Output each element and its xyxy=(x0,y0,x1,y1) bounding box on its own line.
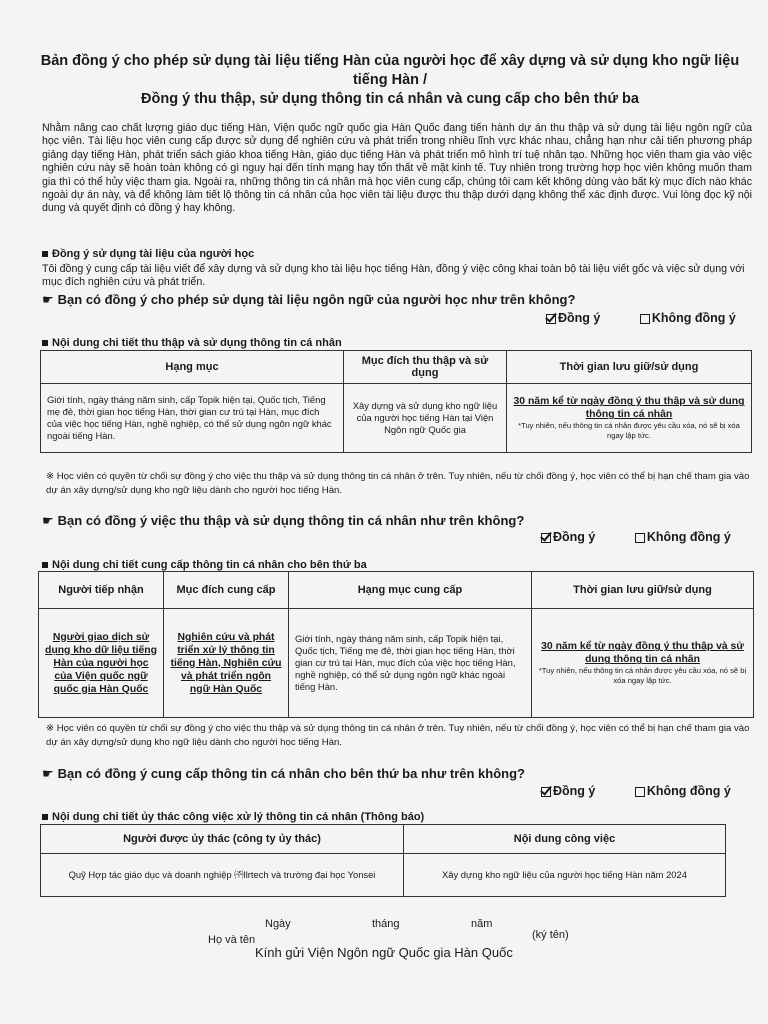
section1-disagree-option[interactable]: Không đồng ý xyxy=(640,311,736,325)
section1-question: ☛ Bạn có đồng ý cho phép sử dụng tài liệu ngôn ngữ của người học như trên không? xyxy=(42,292,576,307)
period-note: *Tuy nhiên, nếu thông tin cá nhân được yêu cầu xóa, nó sẽ bị xóa ngay lập tức. xyxy=(538,666,747,685)
title-line-2: Đồng ý thu thập, sử dụng thông tin cá nhân và cung cấp cho bên thứ ba xyxy=(141,91,639,107)
section3-question: ☛ Bạn có đồng ý cung cấp thông tin cá nhân cho bên thứ ba như trên không? xyxy=(42,766,525,781)
date-day-label: Ngày xyxy=(265,918,291,930)
intro-paragraph: Nhằm nâng cao chất lượng giáo dục tiếng Hàn, Viện quốc ngữ quốc gia Hàn Quốc đang tiến hành dự án thu thập và sử dụng tài liệu ngôn ngữ của học viên. Tài liệu học viên cung cấp được sử dụng để nghiên cứu và phát triển trong nhiều lĩnh vực khác nhau, chẳng hạn như cải tiến phương pháp giảng dạy tiếng Hàn, phát triển sách giáo khoa tiếng Hàn, giáo dục tiếng Hàn và phát triển mô hình trí tuệ nhân tạo. Những học viên tham gia vào việc nghiên cứu này sẽ hoàn toàn không có gì nguy hại đến tính mạng hay tổn thất về mặt kinh tế. Tuy nhiên trong trường hợp học viên không muốn tham gia thì có thể hủy việc tham gia. Ngoài ra, những thông tin cá nhân mà học viên cung cấp, chúng tôi cam kết không dùng vào bất kỳ mục đích nào khác ngoài dự án này, và để không làm tiết lộ thông tin cá nhân của học viên tài liệu được thu thập dưới dạng không thể xác định được. Vui lòng đọc kỹ nội dung và quyết định có đồng ý hay không. xyxy=(42,122,752,215)
header-work: Nội dung công việc xyxy=(404,825,726,854)
period-text: 30 năm kể từ ngày đồng ý thu thập và sử dụng thông tin cá nhân xyxy=(541,641,744,666)
cell-items: Giới tính, ngày tháng năm sinh, cấp Topik hiện tại, Quốc tịch, Tiếng mẹ đẻ, thời gian học tiếng Hàn, thời gian cư trú tại Hàn, mục đích của việc học tiếng Hàn, nghề nghiệp, có thể sử dụng ngôn ngữ khác ngoài tiếng Hàn. xyxy=(41,384,344,453)
section3-note: ※ Học viên có quyền từ chối sự đồng ý cho việc thu thập và sử dụng thông tin cá nhân ở trên. Tuy nhiên, nếu từ chối đồng ý, học viên có thể bị hạn chế tham gia vào dự án xây dựng/sử dụng kho ngữ liệu dành cho người học tiếng Hàn. xyxy=(46,723,750,748)
form-title xyxy=(40,52,740,109)
cell-period xyxy=(532,609,754,718)
entrustment-table xyxy=(40,824,726,897)
section1-heading: Đồng ý sử dụng tài liệu của người học xyxy=(42,248,254,260)
checkbox-icon[interactable] xyxy=(635,533,645,543)
title-line-1: Bản đồng ý cho phép sử dụng tài liệu tiếng Hàn của người học để xây dựng và sử dụng kho ngữ liệu tiếng Hàn / xyxy=(40,53,740,88)
section2-disagree-option[interactable]: Không đồng ý xyxy=(635,530,731,544)
checkbox-icon[interactable] xyxy=(635,787,645,797)
table-row xyxy=(41,384,752,453)
third-party-table xyxy=(38,571,754,718)
header-trustee: Người được ủy thác (công ty ủy thác) xyxy=(41,825,404,854)
section3-disagree-option[interactable]: Không đồng ý xyxy=(635,784,731,798)
section2-choices xyxy=(505,530,731,544)
signature-label: (ký tên) xyxy=(532,929,569,941)
checked-checkbox-icon[interactable] xyxy=(541,533,551,543)
period-note: *Tuy nhiên, nếu thông tin cá nhân được yêu cầu xóa, nó sẽ bị xóa ngay lập tức. xyxy=(518,421,740,440)
checkbox-icon[interactable] xyxy=(640,314,650,324)
bullet-square-icon xyxy=(42,814,48,820)
collection-table xyxy=(40,350,752,453)
cell-trustee: Quỹ Hợp tác giáo dục và doanh nghiệp ㈜llrtech và trường đại học Yonsei xyxy=(41,854,404,897)
section4-heading: Nội dung chi tiết ủy thác công việc xử lý thông tin cá nhân (Thông báo) xyxy=(42,811,424,823)
bullet-square-icon xyxy=(42,562,48,568)
header-items: Hạng mục cung cấp xyxy=(289,572,532,609)
section3-choices xyxy=(505,784,731,798)
closing-line: Kính gửi Viện Ngôn ngữ Quốc gia Hàn Quốc xyxy=(255,945,513,960)
header-period: Thời gian lưu giữ/sử dụng xyxy=(532,572,754,609)
pointing-hand-icon: ☛ xyxy=(42,292,54,307)
section1-text: Tôi đồng ý cung cấp tài liệu viết để xây dựng và sử dụng kho tài liệu học tiếng Hàn, đồng ý việc công khai toàn bộ tài liệu viết gốc và việc sử dụng với mục đích nghiên cứu và phát triển. xyxy=(42,263,745,289)
header-items: Hạng mục xyxy=(41,351,344,384)
section2-note: ※ Học viên có quyền từ chối sự đồng ý cho việc thu thập và sử dụng thông tin cá nhân ở trên. Tuy nhiên, nếu từ chối đồng ý, học viên có thể bị hạn chế tham gia vào dự án xây dựng/sử dụng kho ngữ liệu dành cho người học tiếng Hàn. xyxy=(46,471,750,496)
section2-question: ☛ Bạn có đồng ý việc thu thập và sử dụng thông tin cá nhân như trên không? xyxy=(42,513,525,528)
table-row xyxy=(39,609,754,718)
cell-purpose: Nghiên cứu và phát triển xử lý thông tin tiếng Hàn, Nghiên cứu và phát triển ngôn ngữ Hàn Quốc xyxy=(164,609,289,718)
cell-work: Xây dựng kho ngữ liệu của người học tiếng Hàn năm 2024 xyxy=(404,854,726,897)
pointing-hand-icon: ☛ xyxy=(42,513,54,528)
name-label: Họ và tên xyxy=(208,934,256,946)
header-recipient: Người tiếp nhận xyxy=(39,572,164,609)
cell-items: Giới tính, ngày tháng năm sinh, cấp Topik hiện tại, Quốc tịch, Tiếng mẹ đẻ, thời gian học tiếng Hàn, thời gian cư trú tại Hàn, mục đích của việc học tiếng Hàn, nghề nghiệp, có thể sử dụng ngôn ngữ khác ngoài tiếng Hàn. xyxy=(289,609,532,718)
header-purpose: Mục đích thu thập và sử dụng xyxy=(344,351,507,384)
header-period: Thời gian lưu giữ/sử dụng xyxy=(507,351,752,384)
date-year-label: năm xyxy=(471,918,493,930)
section3-agree-option[interactable]: Đồng ý xyxy=(541,784,595,798)
section1-agree-option[interactable]: Đồng ý xyxy=(546,311,600,325)
section2-heading: Nội dung chi tiết thu thập và sử dụng thông tin cá nhân xyxy=(42,337,342,349)
pointing-hand-icon: ☛ xyxy=(42,766,54,781)
bullet-square-icon xyxy=(42,340,48,346)
date-month-label: tháng xyxy=(372,918,400,930)
bullet-square-icon xyxy=(42,251,48,257)
checked-checkbox-icon[interactable] xyxy=(541,787,551,797)
section3-heading: Nội dung chi tiết cung cấp thông tin cá nhân cho bên thứ ba xyxy=(42,559,367,571)
period-text: 30 năm kể từ ngày đồng ý thu thập và sử dụng thông tin cá nhân xyxy=(513,396,745,421)
checked-checkbox-icon[interactable] xyxy=(546,314,556,324)
section1-choices xyxy=(510,311,736,325)
cell-recipient: Người giao dịch sử dụng kho dữ liệu tiếng Hàn của người học của Viện quốc ngữ quốc gia Hàn Quốc xyxy=(39,609,164,718)
table-row xyxy=(41,854,726,897)
section2-agree-option[interactable]: Đồng ý xyxy=(541,530,595,544)
cell-period xyxy=(507,384,752,453)
header-purpose: Mục đích cung cấp xyxy=(164,572,289,609)
cell-purpose: Xây dựng và sử dụng kho ngữ liệu của người học tiếng Hàn tại Viện Ngôn ngữ Quốc gia xyxy=(344,384,507,453)
